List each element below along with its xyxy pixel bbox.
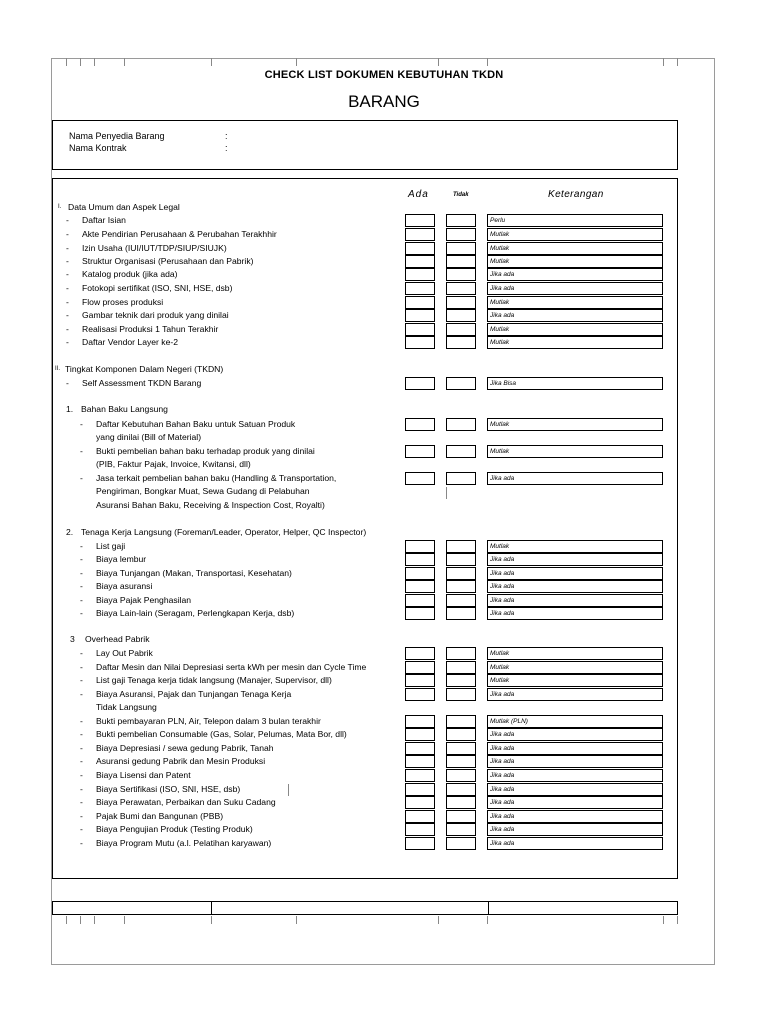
row-text: Tidak Langsung <box>96 702 157 712</box>
ada-checkbox[interactable] <box>405 472 435 485</box>
tidak-checkbox[interactable] <box>446 418 476 431</box>
row-bullet: - <box>80 675 83 685</box>
tidak-checkbox[interactable] <box>446 296 476 309</box>
row-text: Gambar teknik dari produk yang dinilai <box>82 310 229 320</box>
tidak-checkbox[interactable] <box>446 214 476 227</box>
row-text: Daftar Isian <box>82 215 126 225</box>
ada-checkbox[interactable] <box>405 769 435 782</box>
row-bullet: - <box>66 310 69 320</box>
ada-checkbox[interactable] <box>405 755 435 768</box>
keterangan-cell: Jika ada <box>487 594 663 607</box>
tidak-checkbox[interactable] <box>446 810 476 823</box>
ada-checkbox[interactable] <box>405 661 435 674</box>
ada-checkbox[interactable] <box>405 823 435 836</box>
tidak-checkbox[interactable] <box>446 540 476 553</box>
tidak-checkbox[interactable] <box>446 755 476 768</box>
tidak-checkbox[interactable] <box>446 823 476 836</box>
row-text: Izin Usaha (IUI/IUT/TDP/SIUP/SIUJK) <box>82 243 227 253</box>
keterangan-cell: Jika ada <box>487 742 663 755</box>
ada-checkbox[interactable] <box>405 647 435 660</box>
row-bullet: - <box>66 215 69 225</box>
row-bullet: - <box>80 541 83 551</box>
row-text: Katalog produk (jika ada) <box>82 269 178 279</box>
ada-checkbox[interactable] <box>405 268 435 281</box>
tidak-checkbox[interactable] <box>446 255 476 268</box>
info-label: Nama Penyedia Barang <box>69 131 165 141</box>
keterangan-cell: Jika ada <box>487 810 663 823</box>
tidak-checkbox[interactable] <box>446 796 476 809</box>
row-text: Biaya asuransi <box>96 581 153 591</box>
row-bullet: - <box>80 473 83 483</box>
row-text: Asuransi Bahan Baku, Receiving & Inspection Cost, Royalti) <box>96 500 325 510</box>
tidak-checkbox[interactable] <box>446 688 476 701</box>
ada-checkbox[interactable] <box>405 296 435 309</box>
row-text: Biaya Asuransi, Pajak dan Tunjangan Tenaga Kerja <box>96 689 292 699</box>
keterangan-cell: Mutlak <box>487 255 663 268</box>
tidak-checkbox[interactable] <box>446 336 476 349</box>
keterangan-cell: Jika ada <box>487 755 663 768</box>
row-text: Fotokopi sertifikat (ISO, SNI, HSE, dsb) <box>82 283 233 293</box>
ada-checkbox[interactable] <box>405 309 435 322</box>
ada-checkbox[interactable] <box>405 728 435 741</box>
ada-checkbox[interactable] <box>405 228 435 241</box>
row-bullet: - <box>80 811 83 821</box>
tidak-checkbox[interactable] <box>446 228 476 241</box>
row-text: Daftar Vendor Layer ke-2 <box>82 337 179 347</box>
info-label: Nama Kontrak <box>69 143 127 153</box>
keterangan-cell: Mutlak <box>487 296 663 309</box>
row-bullet: - <box>66 324 69 334</box>
tidak-checkbox[interactable] <box>446 728 476 741</box>
row-bullet: - <box>66 378 69 388</box>
row-text: Struktur Organisasi (Perusahaan dan Pabrik) <box>82 256 254 266</box>
ada-checkbox[interactable] <box>405 377 435 390</box>
row-text: yang dinilai (Bill of Material) <box>96 432 202 442</box>
tidak-checkbox[interactable] <box>446 377 476 390</box>
keterangan-cell: Jika ada <box>487 580 663 593</box>
keterangan-cell: Jika ada <box>487 688 663 701</box>
row-bullet: - <box>80 554 83 564</box>
row-bullet: - <box>80 446 83 456</box>
tidak-checkbox[interactable] <box>446 282 476 295</box>
ada-checkbox[interactable] <box>405 796 435 809</box>
ada-checkbox[interactable] <box>405 540 435 553</box>
tidak-checkbox[interactable] <box>446 567 476 580</box>
row-bullet: 3 <box>70 634 75 644</box>
row-text: Self Assessment TKDN Barang <box>82 378 202 388</box>
row-bullet: - <box>80 729 83 739</box>
row-text: Lay Out Pabrik <box>96 648 153 658</box>
row-bullet: - <box>80 784 83 794</box>
keterangan-cell: Jika ada <box>487 268 663 281</box>
row-bullet: II. <box>55 366 61 372</box>
keterangan-cell: Mutlak <box>487 242 663 255</box>
top-ruler-ticks <box>0 58 768 66</box>
divider-mark <box>288 784 289 796</box>
keterangan-cell: Jika ada <box>487 282 663 295</box>
row-text: Biaya lembur <box>96 554 147 564</box>
ada-checkbox[interactable] <box>405 594 435 607</box>
row-text: Bukti pembayaran PLN, Air, Telepon dalam 3 bulan terakhir <box>96 716 321 726</box>
row-text: Biaya Sertifikasi (ISO, SNI, HSE, dsb) <box>96 784 241 794</box>
keterangan-cell: Mutlak <box>487 336 663 349</box>
keterangan-cell: Mutlak <box>487 647 663 660</box>
row-text: Realisasi Produksi 1 Tahun Terakhir <box>82 324 219 334</box>
ada-checkbox[interactable] <box>405 282 435 295</box>
row-bullet: - <box>66 269 69 279</box>
ada-checkbox[interactable] <box>405 742 435 755</box>
footer-table <box>52 901 678 915</box>
row-bullet: - <box>80 716 83 726</box>
keterangan-cell: Mutlak <box>487 418 663 431</box>
keterangan-cell: Jika ada <box>487 837 663 850</box>
row-text: Asuransi gedung Pabrik dan Mesin Produksi <box>96 756 266 766</box>
row-bullet: - <box>66 243 69 253</box>
keterangan-cell: Jika ada <box>487 783 663 796</box>
row-text: Biaya Tunjangan (Makan, Transportasi, Kesehatan) <box>96 568 292 578</box>
ada-checkbox[interactable] <box>405 323 435 336</box>
tidak-checkbox[interactable] <box>446 837 476 850</box>
row-text: List gaji Tenaga kerja tidak langsung (Manajer, Supervisor, dll) <box>96 675 332 685</box>
keterangan-cell: Perlu <box>487 214 663 227</box>
row-text: Biaya Pajak Penghasilan <box>96 595 192 605</box>
keterangan-cell: Jika ada <box>487 769 663 782</box>
keterangan-cell: Mutlak <box>487 674 663 687</box>
tidak-checkbox[interactable] <box>446 323 476 336</box>
row-bullet: - <box>80 689 83 699</box>
row-text: Bukti pembelian Consumable (Gas, Solar, Pelumas, Mata Bor, dll) <box>96 729 347 739</box>
tidak-checkbox[interactable] <box>446 661 476 674</box>
row-bullet: - <box>66 337 69 347</box>
keterangan-cell: Mutlak <box>487 445 663 458</box>
info-row-contract <box>69 143 228 153</box>
tidak-checkbox[interactable] <box>446 309 476 322</box>
bottom-ruler-ticks <box>0 916 768 924</box>
row-text: (PIB, Faktur Pajak, Invoice, Kwitansi, dll) <box>96 459 251 469</box>
keterangan-cell: Jika ada <box>487 472 663 485</box>
row-text: Biaya Depresiasi / sewa gedung Pabrik, Tanah <box>96 743 274 753</box>
row-text: Data Umum dan Aspek Legal <box>68 202 180 212</box>
ada-checkbox[interactable] <box>405 214 435 227</box>
row-bullet: - <box>80 568 83 578</box>
row-bullet: I. <box>58 204 62 210</box>
keterangan-cell: Jika ada <box>487 607 663 620</box>
tidak-checkbox[interactable] <box>446 445 476 458</box>
row-bullet: 2. <box>66 527 74 537</box>
row-text: Daftar Mesin dan Nilai Depresiasi serta kWh per mesin dan Cycle Time <box>96 662 367 672</box>
ada-checkbox[interactable] <box>405 336 435 349</box>
document-subtitle: BARANG <box>348 92 420 111</box>
tidak-checkbox[interactable] <box>446 647 476 660</box>
tidak-checkbox[interactable] <box>446 769 476 782</box>
row-text: Bahan Baku Langsung <box>81 404 168 414</box>
row-bullet: - <box>80 581 83 591</box>
info-separator: : <box>225 143 228 153</box>
ada-checkbox[interactable] <box>405 715 435 728</box>
info-separator: : <box>225 131 228 141</box>
row-text: Tingkat Komponen Dalam Negeri (TKDN) <box>65 364 224 374</box>
keterangan-cell: Jika ada <box>487 553 663 566</box>
ada-checkbox[interactable] <box>405 837 435 850</box>
keterangan-cell: Mutlak <box>487 661 663 674</box>
ada-checkbox[interactable] <box>405 674 435 687</box>
row-text: Tenaga Kerja Langsung (Foreman/Leader, Operator, Helper, QC Inspector) <box>81 527 367 537</box>
keterangan-cell: Jika ada <box>487 796 663 809</box>
row-text: Biaya Perawatan, Perbaikan dan Suku Cadang <box>96 797 276 807</box>
row-text: Biaya Program Mutu (a.l. Pelatihan karyawan) <box>96 838 272 848</box>
row-text: Biaya Lisensi dan Patent <box>96 770 191 780</box>
ada-checkbox[interactable] <box>405 255 435 268</box>
column-header-tidak: Tidak <box>453 192 469 198</box>
row-bullet: - <box>80 824 83 834</box>
divider-mark <box>446 487 447 499</box>
tidak-checkbox[interactable] <box>446 594 476 607</box>
row-bullet: - <box>80 608 83 618</box>
row-text: Biaya Lain-lain (Seragam, Perlengkapan Kerja, dsb) <box>96 608 295 618</box>
row-text: List gaji <box>96 541 126 551</box>
keterangan-cell: Jika ada <box>487 309 663 322</box>
row-text: Bukti pembelian bahan baku terhadap produk yang dinilai <box>96 446 315 456</box>
ada-checkbox[interactable] <box>405 445 435 458</box>
ada-checkbox[interactable] <box>405 810 435 823</box>
tidak-checkbox[interactable] <box>446 742 476 755</box>
row-bullet: - <box>80 419 83 429</box>
row-bullet: - <box>80 770 83 780</box>
info-row-supplier <box>69 131 228 141</box>
row-text: Pajak Bumi dan Bangunan (PBB) <box>96 811 224 821</box>
column-header-ada: Ada <box>408 189 429 200</box>
row-bullet: - <box>80 662 83 672</box>
ada-checkbox[interactable] <box>405 418 435 431</box>
tidak-checkbox[interactable] <box>446 580 476 593</box>
tidak-checkbox[interactable] <box>446 715 476 728</box>
row-text: Overhead Pabrik <box>85 634 150 644</box>
keterangan-cell: Mutlak (PLN) <box>487 715 663 728</box>
row-bullet: - <box>66 297 69 307</box>
row-bullet: - <box>66 283 69 293</box>
row-bullet: - <box>66 229 69 239</box>
keterangan-cell: Mutlak <box>487 228 663 241</box>
ada-checkbox[interactable] <box>405 580 435 593</box>
keterangan-cell: Jika Bisa <box>487 377 663 390</box>
keterangan-cell: Jika ada <box>487 567 663 580</box>
tidak-checkbox[interactable] <box>446 268 476 281</box>
row-bullet: - <box>80 838 83 848</box>
ada-checkbox[interactable] <box>405 242 435 255</box>
document-title: CHECK LIST DOKUMEN KEBUTUHAN TKDN <box>264 69 504 81</box>
ada-checkbox[interactable] <box>405 607 435 620</box>
row-bullet: - <box>80 648 83 658</box>
info-box <box>52 120 678 170</box>
keterangan-cell: Mutlak <box>487 540 663 553</box>
keterangan-cell: Mutlak <box>487 323 663 336</box>
row-bullet: - <box>80 595 83 605</box>
row-text: Akte Pendirian Perusahaan & Perubahan Terakhhir <box>82 229 277 239</box>
tidak-checkbox[interactable] <box>446 472 476 485</box>
tidak-checkbox[interactable] <box>446 553 476 566</box>
row-bullet: - <box>80 756 83 766</box>
row-text: Biaya Pengujian Produk (Testing Produk) <box>96 824 253 834</box>
tidak-checkbox[interactable] <box>446 242 476 255</box>
row-text: Flow proses produksi <box>82 297 164 307</box>
keterangan-cell: Jika ada <box>487 728 663 741</box>
ada-checkbox[interactable] <box>405 688 435 701</box>
row-bullet: 1. <box>66 404 74 414</box>
row-bullet: - <box>66 256 69 266</box>
tidak-checkbox[interactable] <box>446 607 476 620</box>
row-text: Daftar Kebutuhan Bahan Baku untuk Satuan Produk <box>96 419 296 429</box>
row-bullet: - <box>80 797 83 807</box>
row-text: Pengiriman, Bongkar Muat, Sewa Gudang di Pelabuhan <box>96 486 310 496</box>
keterangan-cell: Jika ada <box>487 823 663 836</box>
ada-checkbox[interactable] <box>405 783 435 796</box>
tidak-checkbox[interactable] <box>446 674 476 687</box>
row-text: Jasa terkait pembelian bahan baku (Handling & Transportation, <box>96 473 337 483</box>
ada-checkbox[interactable] <box>405 553 435 566</box>
row-bullet: - <box>80 743 83 753</box>
column-header-keterangan: Keterangan <box>548 189 604 200</box>
tidak-checkbox[interactable] <box>446 783 476 796</box>
ada-checkbox[interactable] <box>405 567 435 580</box>
